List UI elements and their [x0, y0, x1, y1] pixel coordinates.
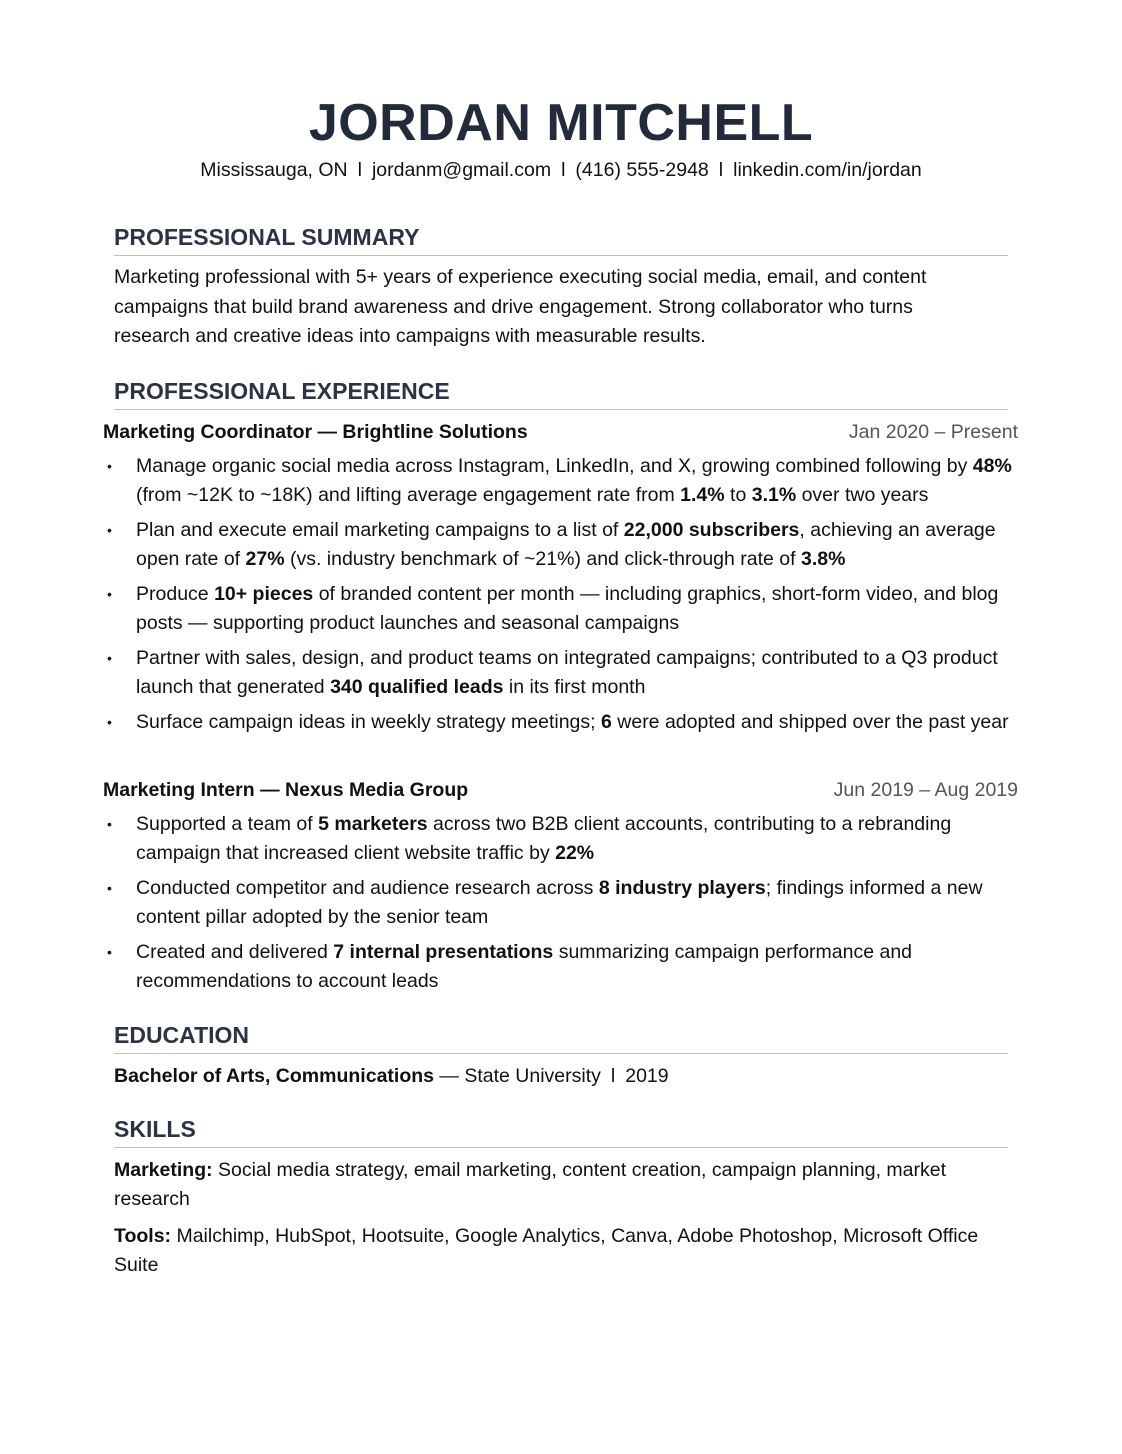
bullet-text: Supported a team of [136, 813, 319, 835]
job-bullet [103, 452, 1013, 510]
bullet-text: Plan and execute email marketing campaigns to a list of [136, 519, 624, 541]
section-title-skills: SKILLS [114, 1114, 1008, 1148]
bullet-text: , achieving an average open rate of [136, 519, 996, 570]
bullet-text: of branded content per month — including graphics, short-form video, and blog posts — supporting product launches and seasonal campaigns [136, 583, 999, 634]
job-dates: Jun 2019 – Aug 2019 [833, 779, 1018, 801]
bullet-icon: • [107, 522, 112, 538]
education-entry [114, 1062, 994, 1091]
bullet-icon: • [107, 944, 112, 960]
job-bullet-list [103, 810, 1013, 1002]
education-separator: l [610, 1065, 616, 1087]
bullet-icon: • [107, 880, 112, 896]
bullet-text: Manage organic social media across Instagram, LinkedIn, and X, growing combined following by [136, 455, 973, 477]
skill-label: Tools: [114, 1225, 172, 1247]
education-degree: Bachelor of Arts, Communications [114, 1065, 434, 1087]
bullet-text: to [724, 484, 752, 506]
bullet-text: across two B2B client accounts, contributing to a rebranding campaign that increased client website traffic by [136, 813, 952, 864]
bullet-text: Surface campaign ideas in weekly strategy meetings; [136, 711, 601, 733]
bullet-text: Partner with sales, design, and product teams on integrated campaigns; contributed to a Q3 product launch that generated [136, 647, 998, 698]
bullet-text: in its first month [503, 676, 646, 698]
job-bullet [103, 516, 1013, 574]
bullet-icon: • [107, 586, 112, 602]
contact-phone: (416) 555-2948 [575, 159, 709, 181]
bullet-text: were adopted and shipped over the past year [611, 711, 1009, 733]
bullet-text: Produce [136, 583, 215, 605]
skill-line-marketing [114, 1156, 994, 1213]
bullet-highlight: 1.4% [680, 484, 725, 506]
job-bullet [103, 708, 1013, 737]
job-bullet [103, 810, 1013, 868]
job-role: Marketing Coordinator — Brightline Solutions [103, 421, 528, 443]
bullet-icon: • [107, 458, 112, 474]
contact-separator: l [718, 159, 724, 181]
bullet-highlight: 10+ pieces [214, 583, 314, 605]
job-bullet [103, 644, 1013, 702]
bullet-highlight: 22,000 subscribers [623, 519, 800, 541]
bullet-text: over two years [796, 484, 929, 506]
contact-location: Mississauga, ON [200, 159, 348, 181]
contact-email[interactable]: jordanm@gmail.com [371, 159, 552, 181]
bullet-highlight: 48% [972, 455, 1012, 477]
job-bullet [103, 580, 1013, 638]
skill-text: Mailchimp, HubSpot, Hootsuite, Google Analytics, Canva, Adobe Photoshop, Microsoft Office Suite [114, 1225, 979, 1276]
bullet-text: ; findings informed a new content pillar adopted by the senior team [136, 877, 983, 928]
job-role: Marketing Intern — Nexus Media Group [103, 779, 469, 801]
bullet-highlight: 3.1% [751, 484, 797, 506]
bullet-text: (vs. industry benchmark of ~21%) and click-through rate of [284, 548, 801, 570]
summary-text: Marketing professional with 5+ years of experience executing social media, email, and content campaigns that build brand awareness and drive engagement. Strong collaborator who turns research and creative ideas into campaigns with measurable results. [114, 266, 927, 347]
bullet-highlight: 5 marketers [318, 813, 428, 835]
section-title-summary: PROFESSIONAL SUMMARY [114, 222, 1008, 256]
bullet-highlight: 340 qualified leads [330, 676, 504, 698]
contact-linkedin[interactable]: linkedin.com/in/jordan [733, 159, 922, 181]
candidate-name: JORDAN MITCHELL [308, 94, 814, 152]
job-header [103, 418, 1018, 446]
job-bullet [103, 938, 1013, 996]
bullet-icon: • [107, 650, 112, 666]
section-title-education: EDUCATION [114, 1020, 1008, 1054]
job-header [103, 776, 1018, 804]
skill-label: Marketing: [114, 1159, 213, 1181]
bullet-highlight: 8 industry players [598, 877, 766, 899]
job-bullet [103, 874, 1013, 932]
skill-line-tools [114, 1222, 994, 1279]
education-year: 2019 [625, 1065, 669, 1087]
bullet-icon: • [107, 714, 112, 730]
contact-separator: l [357, 159, 362, 181]
bullet-text: Conducted competitor and audience research across [136, 877, 599, 899]
bullet-highlight: 7 internal presentations [333, 941, 554, 963]
bullet-highlight: 27% [245, 548, 285, 570]
bullet-text: (from ~12K to ~18K) and lifting average engagement rate from [136, 484, 681, 506]
skill-text: Social media strategy, email marketing, content creation, campaign planning, market research [114, 1159, 947, 1210]
job-bullet-list [103, 452, 1013, 743]
job-dates: Jan 2020 – Present [848, 421, 1018, 443]
bullet-text: summarizing campaign performance and recommendations to account leads [136, 941, 913, 992]
bullet-text: Created and delivered [136, 941, 334, 963]
bullet-highlight: 22% [555, 842, 595, 864]
bullet-highlight: 3.8% [800, 548, 846, 570]
education-school: — State University [434, 1065, 601, 1087]
bullet-icon: • [107, 816, 112, 832]
section-title-experience: PROFESSIONAL EXPERIENCE [114, 376, 1008, 410]
bullet-highlight: 6 [600, 711, 612, 733]
contact-line [0, 157, 1122, 183]
contact-separator: l [561, 159, 566, 181]
